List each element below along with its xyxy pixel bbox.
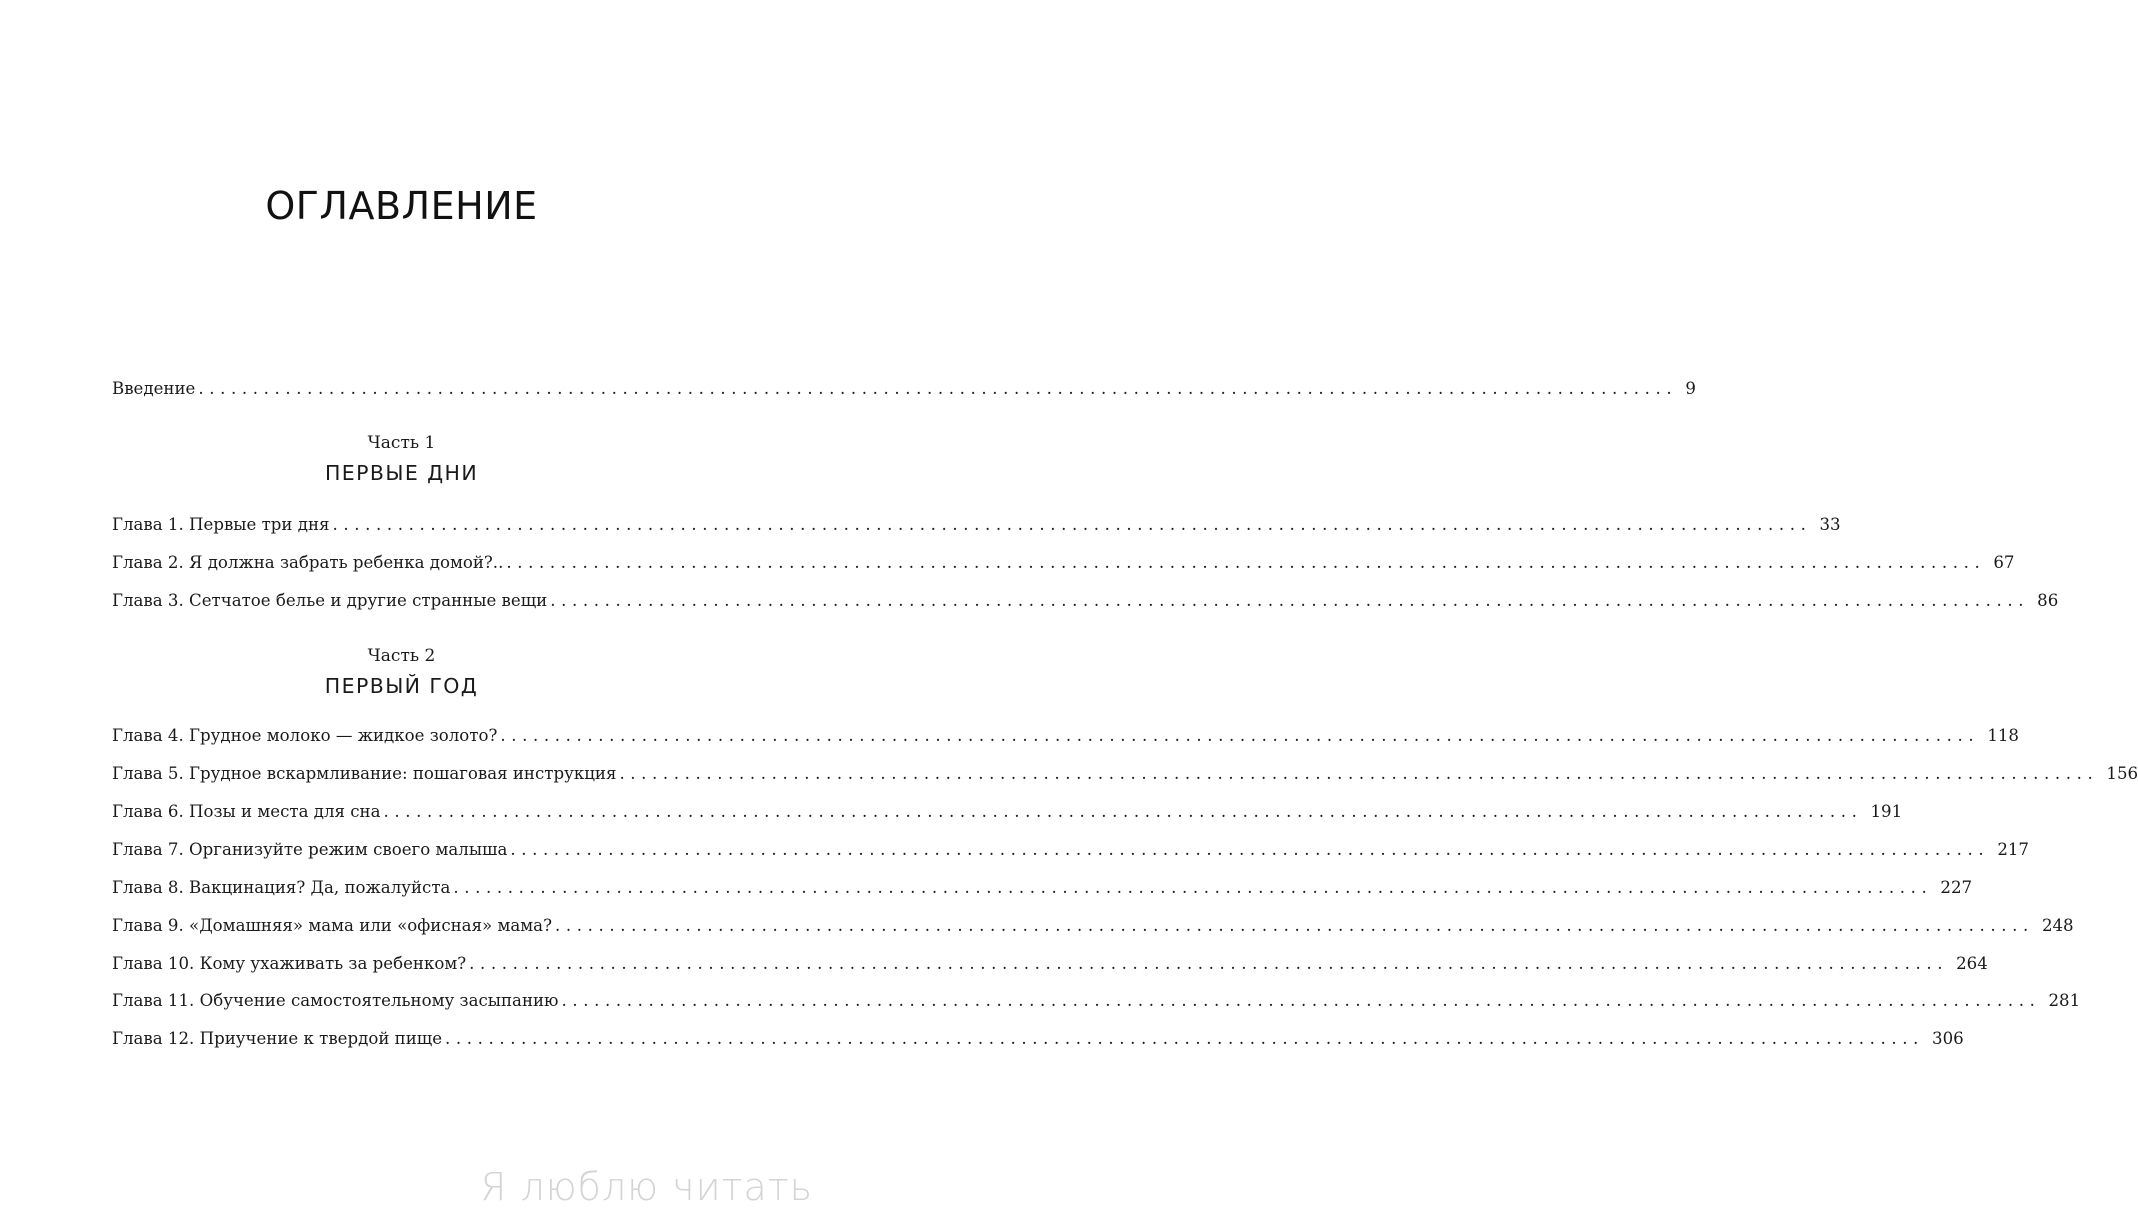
toc-entry-label: Глава 1. Первые три дня xyxy=(112,515,330,534)
dot-leader: ........................................................................................................................................ xyxy=(619,764,2099,783)
dot-leader: ........................................................................................................................................ xyxy=(453,878,1933,897)
toc-entry-chapter-5[interactable] xyxy=(112,761,2138,787)
toc-entry-intro[interactable] xyxy=(112,376,1696,402)
toc-entry-label: Введение xyxy=(112,379,196,398)
dot-leader: ........................................................................................................................................ xyxy=(554,916,2034,935)
toc-entry-label: Глава 9. «Домашняя» мама или «офисная» мама? xyxy=(112,916,552,935)
part-1-label: Часть 1 xyxy=(367,433,436,453)
toc-entry-chapter-1[interactable] xyxy=(112,512,1841,538)
dot-leader: ........................................................................................................................................ xyxy=(561,991,2041,1010)
dot-leader: ........................................................................................................................................ xyxy=(198,379,1678,398)
part-1-title: ПЕРВЫЕ ДНИ xyxy=(324,461,479,485)
toc-entry-chapter-8[interactable] xyxy=(112,875,1973,901)
toc-entry-chapter-4[interactable] xyxy=(112,723,2019,749)
toc-entry-chapter-7[interactable] xyxy=(112,837,2029,863)
toc-entry-page: 306 xyxy=(1932,1029,1964,1048)
dot-leader: ........................................................................................................................................ xyxy=(445,1029,1925,1048)
toc-entry-page: 264 xyxy=(1956,954,1988,973)
toc-entry-page: 67 xyxy=(1993,553,2015,572)
dot-leader: ........................................................................................................................................ xyxy=(510,840,1990,859)
toc-entry-label: Глава 10. Кому ухаживать за ребенком? xyxy=(112,954,467,973)
dot-leader: ........................................................................................................................................ xyxy=(469,954,1949,973)
toc-entry-page: 281 xyxy=(2048,991,2081,1010)
toc-entry-chapter-9[interactable] xyxy=(112,913,2074,939)
toc-entry-page: 227 xyxy=(1940,878,1973,897)
toc-entry-label: Глава 5. Грудное вскармливание: пошаговая инструкция xyxy=(112,764,617,783)
toc-entry-page: 86 xyxy=(2037,591,2059,610)
dot-leader: ........................................................................................................................................ xyxy=(500,726,1980,745)
toc-entry-label: Глава 12. Приучение к твердой пище xyxy=(112,1029,443,1048)
toc-entry-page: 156 xyxy=(2106,764,2138,783)
toc-entry-page: 33 xyxy=(1819,515,1841,534)
toc-entry-page: 248 xyxy=(2041,916,2074,935)
dot-leader: ........................................................................................................................................ xyxy=(506,553,1986,572)
toc-entry-label: Глава 4. Грудное молоко — жидкое золото? xyxy=(112,726,498,745)
toc-entry-page: 217 xyxy=(1997,840,2029,859)
watermark: Я люблю читать xyxy=(479,1165,813,1209)
dot-leader: ........................................................................................................................................ xyxy=(383,802,1863,821)
toc-entry-label: Глава 8. Вакцинация? Да, пожалуйста xyxy=(112,878,451,897)
toc-entry-label: Глава 7. Организуйте режим своего малыша xyxy=(112,840,508,859)
toc-entry-page: 118 xyxy=(1987,726,2019,745)
toc-entry-chapter-11[interactable] xyxy=(112,988,2081,1014)
dot-leader: ........................................................................................................................................ xyxy=(332,515,1812,534)
toc-entry-label: Глава 3. Сетчатое белье и другие странные вещи xyxy=(112,591,548,610)
part-2-title: ПЕРВЫЙ ГОД xyxy=(324,674,479,698)
toc-entry-chapter-6[interactable] xyxy=(112,799,1903,825)
toc-entry-chapter-3[interactable] xyxy=(112,588,2059,614)
dot-leader: ........................................................................................................................................ xyxy=(550,591,2030,610)
toc-entry-label: Глава 6. Позы и места для сна xyxy=(112,802,381,821)
toc-entry-chapter-12[interactable] xyxy=(112,1026,1964,1052)
toc-entry-label: Глава 11. Обучение самостоятельному засыпанию xyxy=(112,991,559,1010)
part-2-label: Часть 2 xyxy=(367,646,436,666)
toc-entry-page: 191 xyxy=(1870,802,1903,821)
page-title: ОГЛАВЛЕНИЕ xyxy=(265,184,538,228)
toc-entry-chapter-2[interactable] xyxy=(112,550,2015,576)
toc-entry-page: 9 xyxy=(1685,379,1696,398)
toc-entry-label: Глава 2. Я должна забрать ребенка домой?.. xyxy=(112,553,504,572)
toc-entry-chapter-10[interactable] xyxy=(112,951,1988,977)
